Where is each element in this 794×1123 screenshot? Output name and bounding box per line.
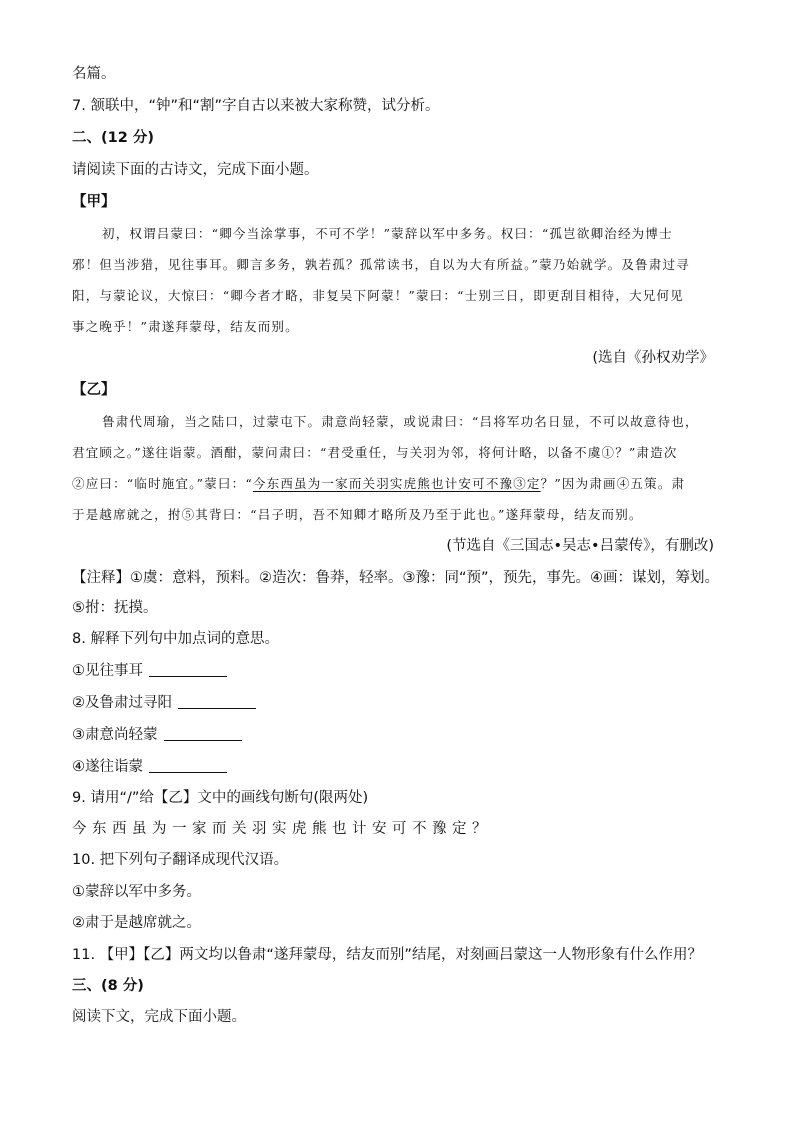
passage-jia-line: 事之晚乎！”肃遂拜蒙母，结友而别。 (72, 319, 299, 334)
underlined-sentence: 今东西虽为一家而关羽实虎熊也计安可不豫③定 (252, 476, 541, 491)
question-7: 7. 颔联中，“钟”和“割”字自古以来被大家称赞，试分析。 (72, 98, 440, 114)
passage-jia-source: (选自《孙权劝学》 (592, 350, 714, 366)
passage-label-jia: 【甲】 (72, 194, 116, 210)
passage-yi-line: 君宜顾之。”遂往诣蒙。酒酣，蒙问肃曰：“君受重任，与关羽为邻，将何计略，以备不虞①？”肃造次 (72, 445, 678, 460)
passage-yi-text: ？”因为肃画④五策。肃 (540, 476, 686, 491)
text-line: 名篇。 (72, 66, 116, 82)
passage-yi-line (72, 474, 685, 494)
question-8-item (72, 661, 227, 681)
question-8-item (72, 757, 227, 777)
answer-blank[interactable] (149, 758, 227, 773)
passage-yi-text: ②应曰：“临时施宜。”蒙曰：“ (72, 476, 253, 491)
question-8-item (72, 693, 256, 713)
question-8-item (72, 725, 242, 745)
question-9-sentence: 今东西虽为一家而关羽实虎熊也计安可不豫定？ (72, 821, 492, 837)
passage-yi-line: 于是越席就之，拊⑤其背曰：“吕子明，吾不知卿才略所及乃至于此也。”遂拜蒙母，结友而别。 (72, 507, 643, 522)
question-10-item: ②肃于是越席就之。 (72, 915, 201, 931)
section-instruction: 阅读下文，完成下面小题。 (72, 1009, 246, 1025)
annotation-line: ⑤拊：抚摸。 (72, 600, 158, 616)
passage-jia-line: 阳，与蒙论议，大惊曰：“卿今者才略，非复吴下阿蒙！”蒙曰：“士别三日，即更刮目相待，大兄何见 (72, 288, 684, 303)
passage-yi-source: (节选自《三国志•吴志•吕蒙传》，有删改) (446, 538, 714, 554)
question-9: 9. 请用“/”给【乙】文中的画线句断句(限两处) (72, 790, 369, 806)
passage-jia-line: 邪！但当涉猎，见往事耳。卿言多务，孰若孤？孤常读书，自以为大有所益。”蒙乃始就学。及鲁肃过寻 (72, 257, 690, 272)
item-text: ①见往事耳 (72, 663, 143, 679)
section-instruction: 请阅读下面的古诗文，完成下面小题。 (72, 162, 319, 178)
section-heading-2: 二、(12 分) (72, 130, 154, 146)
item-text: ③肃意尚轻蒙 (72, 727, 158, 743)
question-10-item: ①蒙辞以军中多务。 (72, 884, 201, 900)
question-8: 8. 解释下列句中加点词的意思。 (72, 631, 279, 647)
question-11: 11. 【甲】【乙】两文均以鲁肃“遂拜蒙母，结友而别”结尾，对刻画吕蒙这一人物形象有什么作用？ (72, 947, 702, 963)
passage-jia-line: 初，权谓吕蒙曰：“卿今当涂掌事，不可不学！”蒙辞以军中多务。权曰：“孤岂欲卿治经为博士 (102, 226, 673, 241)
answer-blank[interactable] (178, 694, 256, 709)
item-text: ②及鲁肃过寻阳 (72, 695, 172, 711)
passage-yi-line: 鲁肃代周瑜，当之陆口，过蒙屯下。肃意尚轻蒙，或说肃曰：“吕将军功名日显，不可以故意待也， (102, 414, 699, 429)
question-10: 10. 把下列句子翻译成现代汉语。 (72, 852, 289, 868)
passage-label-yi: 【乙】 (72, 382, 116, 398)
answer-blank[interactable] (149, 662, 227, 677)
answer-blank[interactable] (164, 726, 242, 741)
annotation-line: 【注释】①虞：意料，预料。②造次：鲁莽，轻率。③豫：同“预”，预先，事先。④画：谋划，筹划。 (72, 570, 720, 586)
section-heading-3: 三、(8 分) (72, 978, 144, 994)
item-text: ④遂往诣蒙 (72, 759, 143, 775)
